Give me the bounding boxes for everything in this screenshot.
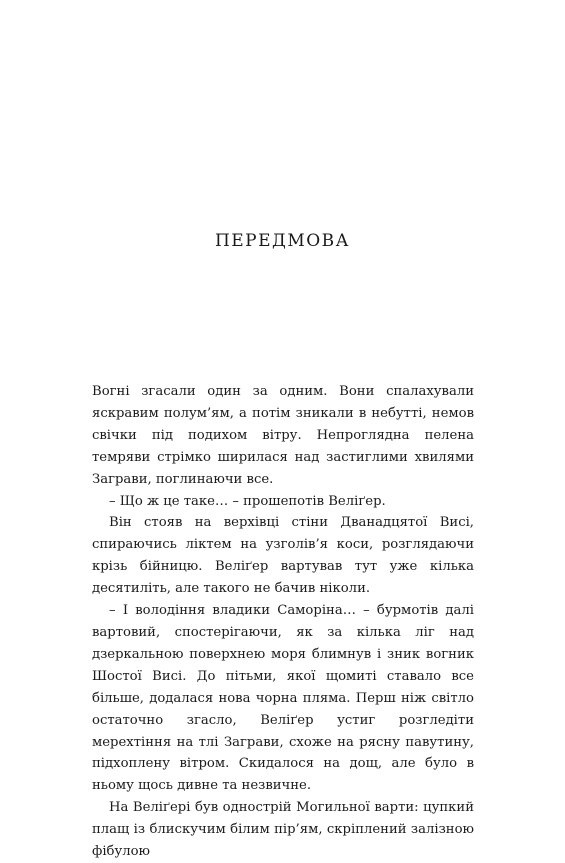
paragraph-1: Вогні згасали один за одним. Вони спалахували яскравим полум’ям, а потім зникали в небутті, немов свічки під подихом вітру. Непроглядна пелена темряви стрімко ширилася над застиглими хвилями Заграви, поглинаючи все.	[92, 384, 474, 487]
paragraph-2: – Що ж це таке… – прошепотів Веліґер.	[109, 493, 386, 509]
paragraph-3: Він стояв на верхівці стіни Дванадцятої Висі, спираючись ліктем на узголів’я коси, розглядаючи крізь бійницю. Веліґер вартував тут уже кілька десятиліть, але такого не бачив ніколи.	[92, 515, 474, 597]
paragraph-5: На Веліґері був однострій Могильної варти: цупкий плащ із блискучим білим пір’ям, скріплений залізною фібулою	[92, 800, 474, 860]
paragraph-4: – І володіння владики Саморіна… – бурмотів далі вартовий, спостерігаючи, як за кілька ліг над дзеркальною поверхнею моря блимнув і зник вогник Шостої Висі. До пітьми, якої щомиті ставало все більше, додалася нова чорна пляма. Перш ніж світло остаточно згасло, Веліґер устиг розгледіти мерехтіння на тлі Заграви, схоже на рясну павутину, підхоплену вітром. Скидалося на дощ, але було в ньому щось дивне та незвичне.	[92, 603, 474, 794]
chapter-title: ПЕРЕДМОВА	[214, 231, 351, 251]
body-text	[92, 381, 474, 863]
